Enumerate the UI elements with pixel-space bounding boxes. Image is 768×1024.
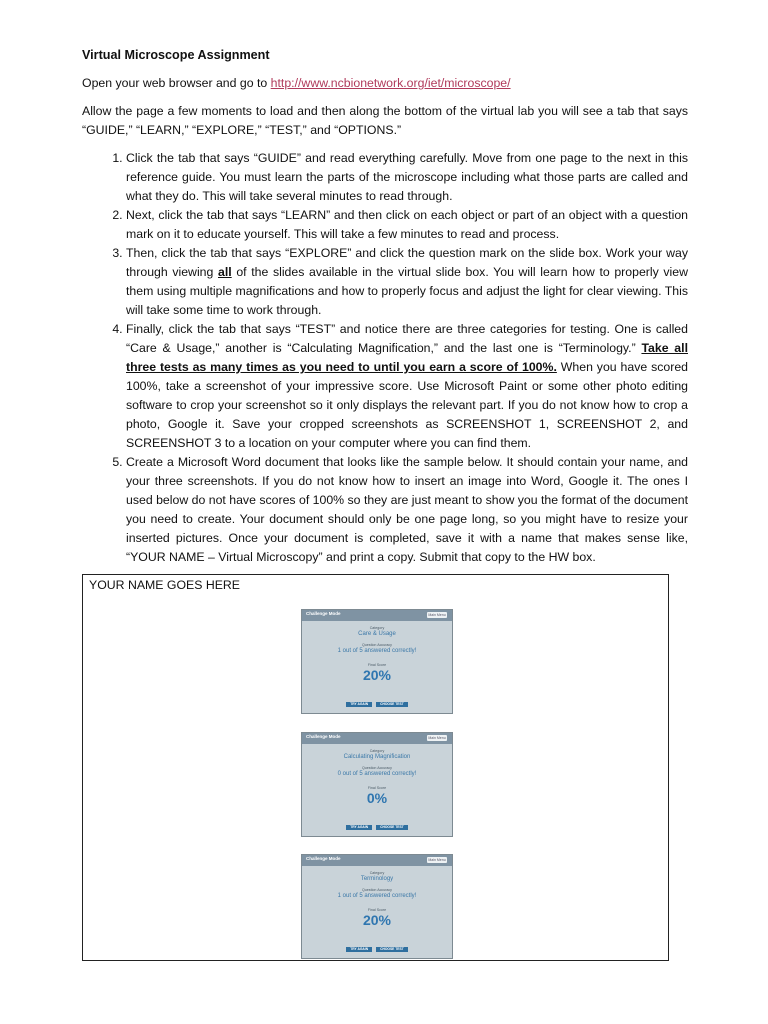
- category-label: Category: [369, 871, 385, 875]
- accuracy-label: Question Accuracy: [362, 643, 392, 647]
- try-again-button: TRY AGAIN: [346, 947, 372, 952]
- step-3: [126, 244, 688, 320]
- step-3-text-b: of the slides available in the virtual slide box. You will learn how to properly view them using multiple magnifications and how to properly focus and adjust the light for clear viewing. This will take some time to work through.: [126, 265, 688, 317]
- screenshot-body: [302, 866, 452, 958]
- screenshot-2: [301, 732, 453, 837]
- try-again-button: TRY AGAIN: [346, 825, 372, 830]
- accuracy-value: 0 out of 5 answered correctly!: [337, 771, 417, 777]
- microscope-url-link[interactable]: http://www.ncbionetwork.org/iet/microscope/: [270, 76, 511, 90]
- screenshot-header-bar: [302, 610, 452, 621]
- sample-document-box: [82, 574, 669, 961]
- choose-test-button: CHOOSE TEST: [376, 825, 408, 830]
- step-4: [126, 320, 688, 453]
- instruction-list: [82, 149, 688, 567]
- main-menu-button: Main Menu: [428, 736, 446, 740]
- step-5: 5. Create a Microsoft Word document that looks like the sample below. It should contain your name, and your three screenshots. If you do not know how to insert an image into Word, Google it. The ones I used below do not have scores of 100% so they are just meant to show you the format of the document you need to create. Your document should only be one page long, so you might have to resize your inserted pictures. Once your document is completed, save it with a name that makes sense like, “YOUR NAME – Virtual Microscopy” and print a copy. Submit that copy to the HW box.: [126, 453, 688, 567]
- category-value: Care & Usage: [358, 631, 396, 637]
- accuracy-value: 1 out of 5 answered correctly!: [337, 648, 417, 654]
- score-label: Final Score: [367, 908, 387, 912]
- category-label: Category: [369, 749, 385, 753]
- screenshot-header-bar: [302, 855, 452, 866]
- try-again-button: TRY AGAIN: [346, 702, 372, 707]
- category-value: Terminology: [360, 876, 394, 882]
- final-score: 20%: [362, 667, 392, 683]
- category-value: Calculating Magnification: [343, 754, 411, 760]
- main-menu-button: Main Menu: [428, 613, 446, 617]
- step-1: 1. Click the tab that says “GUIDE” and read everything carefully. Move from one page to the next in this reference guide. You must learn the parts of the microscope including what those parts are called and what they do. This will take several minutes to read through.: [126, 149, 688, 206]
- step-4-text-b: When you have scored 100%, take a screenshot of your impressive score. Use Microsoft Paint or some other photo editing software to crop your screenshot so it only displays the relevant part. If you do not know how to crop a photo, Google it. Save your cropped screenshots as SCREENSHOT 1, SCREENSHOT 2, and SCREENSHOT 3 to a location on your computer where you can find them.: [126, 360, 688, 450]
- intro-allow-paragraph: Allow the page a few moments to load and then along the bottom of the virtual lab you will see a tab that says “GUIDE,” “LEARN,” “EXPLORE,” “TEST,” and “OPTIONS.”: [82, 104, 688, 137]
- sample-name-text: YOUR NAME GOES HERE: [89, 578, 241, 592]
- step-4-text-a: Finally, click the tab that says “TEST” and notice there are three categories for testing. One is called “Care & Usage,” another is “Calculating Magnification,” and the last one is “Terminology.”: [126, 322, 688, 355]
- score-label: Final Score: [367, 786, 387, 790]
- step-2: 2. Next, click the tab that says “LEARN” and then click on each object or part of an object with a question mark on it to educate yourself. This will take a few minutes to read and process.: [126, 206, 688, 244]
- main-menu-button: Main Menu: [428, 858, 446, 862]
- score-label: Final Score: [367, 663, 387, 667]
- step-4-emphasis: Take all three tests as many times as you need to until you earn a score of 100%.: [126, 341, 688, 374]
- screenshot-1: [301, 609, 453, 714]
- screenshot-body: [302, 744, 452, 836]
- step-3-emphasis: all: [218, 265, 232, 279]
- final-score: 0%: [366, 790, 388, 806]
- step-3-text-a: Then, click the tab that says “EXPLORE” and click the question mark on the slide box. Work your way through viewing: [126, 246, 688, 279]
- choose-test-button: CHOOSE TEST: [376, 702, 408, 707]
- final-score: 20%: [362, 912, 392, 928]
- screenshot-buttons: [302, 937, 452, 955]
- category-label: Category: [369, 626, 385, 630]
- document-body: [82, 46, 688, 567]
- accuracy-label: Question Accuracy: [362, 888, 392, 892]
- intro-open-line: [82, 74, 688, 93]
- screenshot-3: [301, 854, 453, 959]
- screenshot-header-title: Challenge Mode: [306, 856, 341, 861]
- screenshot-buttons: [302, 692, 452, 710]
- intro-open-prefix: Open your web browser and go to: [82, 76, 271, 90]
- screenshot-header-title: Challenge Mode: [306, 611, 341, 616]
- screenshot-header-title: Challenge Mode: [306, 734, 341, 739]
- choose-test-button: CHOOSE TEST: [376, 947, 408, 952]
- document-title: Virtual Microscope Assignment: [82, 48, 270, 62]
- accuracy-value: 1 out of 5 answered correctly!: [337, 893, 417, 899]
- screenshot-buttons: [302, 815, 452, 833]
- screenshot-body: [302, 621, 452, 713]
- screenshot-header-bar: [302, 733, 452, 744]
- accuracy-label: Question Accuracy: [362, 766, 392, 770]
